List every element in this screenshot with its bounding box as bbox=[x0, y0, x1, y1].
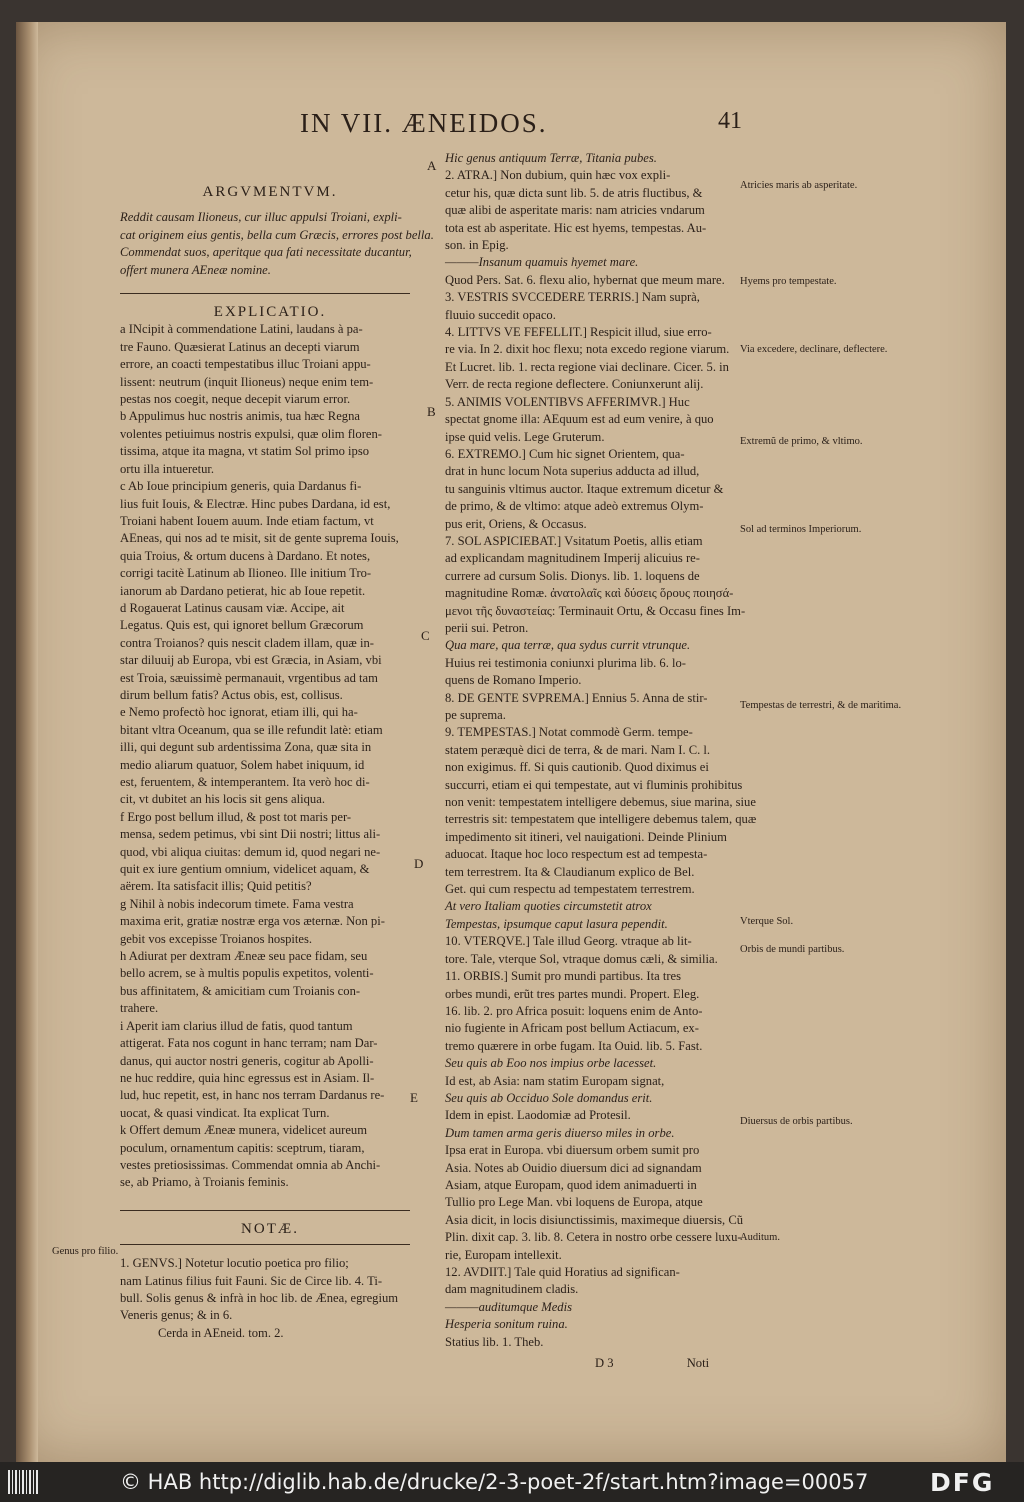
text-line: cat originem eius gentis, bella cum Græcis, errores post bella. bbox=[120, 227, 434, 242]
text-line: Quod Pers. Sat. 6. flexu alio, hybernat que meum mare. bbox=[445, 272, 725, 287]
section-letter: B bbox=[427, 404, 436, 419]
notae-text bbox=[120, 1255, 420, 1325]
text-line: Plin. dixit cap. 3. lib. 8. Cetera in nostro orbe cessere luxu- bbox=[445, 1230, 742, 1245]
text-line: gebit vos excepisse Troianos hospites. bbox=[120, 931, 313, 946]
text-line: ipse quid velis. Lege Gruterum. bbox=[445, 429, 605, 444]
text-line: son. in Epig. bbox=[445, 238, 509, 253]
text-line: 1. GENVS.] Notetur locutio poetica pro filio; bbox=[120, 1256, 349, 1271]
text-line: se, ab Priamo, à Troianis feminis. bbox=[120, 1175, 289, 1190]
text-line: tissima, atque ita magna, vt statim Sol primo ipso bbox=[120, 444, 370, 459]
text-line: illi, qui degunt sub ardentissima Zona, quæ sita in bbox=[120, 740, 372, 755]
text-line: succurri, etiam ei qui tempestate, aut vi fluminis prohibitus bbox=[445, 777, 743, 792]
text-line: 9. TEMPESTAS.] Notat commodè Germ. tempe- bbox=[445, 725, 693, 740]
text-line: non venit: tempestatem intelligere debemus, siue marina, siue bbox=[445, 795, 756, 810]
margin-note: Orbis de mundi partibus. bbox=[740, 944, 845, 955]
text-line: Et Lucret. lib. 1. recta regione viai declinare. Cicer. 5. in bbox=[445, 359, 729, 374]
text-line: At vero Italiam quoties circumstetit atrox bbox=[445, 899, 652, 914]
text-line: Huius rei testimonia coniunxi plurima lib. 6. lo- bbox=[445, 655, 686, 670]
margin-note: Extremũ de primo, & vltimo. bbox=[740, 436, 863, 447]
text-line: Tullio pro Lege Man. vbi loquens de Europa, atque bbox=[445, 1195, 703, 1210]
text-line: est, feruentem, & intemperantem. Ita verò hoc di- bbox=[120, 775, 370, 789]
text-line: fluuio succedit opaco. bbox=[445, 307, 556, 322]
text-line: rie, Europam intellexit. bbox=[445, 1247, 562, 1262]
text-line: 2. ATRA.] Non dubium, quin hæc vox expli- bbox=[445, 168, 671, 183]
section-letter: A bbox=[427, 158, 437, 173]
notae-title: NOTÆ. bbox=[241, 1220, 299, 1237]
text-line: uocat, & quasi vindicat. Ita explicat Turn. bbox=[120, 1105, 330, 1120]
argumentum-text bbox=[120, 209, 434, 279]
margin-note: Diuersus de orbis partibus. bbox=[740, 1116, 853, 1127]
text-line: c Ab Ioue principium generis, quia Dardanus fi- bbox=[120, 479, 362, 494]
text-line: drat in hunc locum Nota superius adducta ad illud, bbox=[445, 464, 700, 479]
argumentum-title: ARGVMENTVM. bbox=[202, 184, 338, 200]
text-line: 16. lib. 2. pro Africa posuit: loquens enim de Anto- bbox=[445, 1003, 703, 1018]
section-rule bbox=[120, 1244, 410, 1245]
text-line: Asia dicit, in locis disiunctissimis, maximeque diuersis, Cũ bbox=[445, 1212, 744, 1227]
signature-mark: D 3 bbox=[595, 1356, 614, 1371]
text-line: b Appulimus huc nostris animis, tua hæc Regna bbox=[120, 409, 360, 424]
margin-note: Vterque Sol. bbox=[740, 916, 794, 927]
section-rule bbox=[120, 1210, 410, 1211]
text-line: tremo quærere in orbe fugam. Ita Ouid. lib. 5. Fast. bbox=[445, 1038, 703, 1053]
text-line: quod, vbi aliqua ciuitas: demum id, quod negari ne- bbox=[120, 844, 381, 859]
margin-note: Via excedere, declinare, deflectere. bbox=[740, 344, 888, 355]
text-line: e Nemo profectò hoc ignorat, etiam illi, qui ha- bbox=[120, 705, 358, 720]
text-line: terrestris sit: tempestatem que intelligere debemus talem, quæ bbox=[445, 812, 757, 827]
text-line: tu sanguinis vltimus auctor. Itaque extremum dicetur & bbox=[445, 481, 724, 496]
text-line: AEneas, qui nos ad te misit, sit de gente suprema Iouis, bbox=[120, 531, 399, 546]
margin-note: Auditum. bbox=[740, 1232, 780, 1243]
text-line: 5. ANIMIS VOLENTIBVS AFFERIMVR.] Huc bbox=[445, 394, 690, 409]
text-line: Qua mare, qua terræ, qua sydus currit vtrunque. bbox=[445, 638, 691, 653]
text-line: aduocat. Itaque hoc loco respectum est ad tempesta- bbox=[445, 847, 708, 862]
text-line: nam Latinus filius fuit Fauni. Sic de Circe lib. 4. Ti- bbox=[120, 1273, 383, 1288]
text-line: star diluuij ab Europa, vbi est Græcia, in Asiam, vbi bbox=[120, 653, 382, 668]
text-line: Ipsa erat in Europa. vbi diuersum orbem sumit pro bbox=[445, 1143, 700, 1158]
text-line: Statius lib. 1. Theb. bbox=[445, 1334, 544, 1349]
text-line: quæ alibi de asperitate maris: nam atricies vndarum bbox=[445, 203, 705, 218]
text-line: bitant vltra Oceanum, qua se ille refundit latè: etiam bbox=[120, 722, 383, 737]
text-line: pus erit, Oriens, & Occasus. bbox=[445, 516, 587, 531]
text-line: 10. VTERQVE.] Tale illud Georg. vtraque ab lit- bbox=[445, 934, 692, 949]
text-line: Hic genus antiquum Terræ, Titania pubes. bbox=[445, 151, 657, 165]
text-line: maxima erit, gratiæ nostræ erga vos æternæ. Non pi- bbox=[120, 914, 385, 929]
commentary-text bbox=[445, 150, 757, 1351]
text-line: Asiam, atque Europam, quod idem animaduerti in bbox=[445, 1177, 697, 1192]
text-line: quit ex iure gentium omnium, videlicet aquam, & bbox=[120, 862, 370, 877]
text-line: Seu quis ab Occiduo Sole domandus erit. bbox=[445, 1090, 653, 1105]
section-rule bbox=[120, 293, 410, 294]
text-line: quia Troius, & ortum ducens à Dardano. Et notes, bbox=[120, 548, 371, 563]
text-line: d Rogauerat Latinus causam viæ. Accipe, ait bbox=[120, 600, 345, 615]
dfg-logo: DFG bbox=[930, 1468, 995, 1497]
text-line: Legatus. Quis est, qui ignoret bellum Græcorum bbox=[120, 618, 364, 633]
text-line: ortu illa intueretur. bbox=[120, 461, 215, 476]
text-line: Hesperia sonitum ruina. bbox=[445, 1317, 568, 1332]
text-line: dirum bellum fatis? Actus obis, est, collisus. bbox=[120, 687, 343, 702]
margin-note: Tempestas de terrestri, & de maritima. bbox=[740, 700, 902, 711]
text-line: aërem. Ita satisfacit illis; Quid petitis? bbox=[120, 879, 312, 894]
text-line: est Troia, sæuissimè permanauit, vrgentibus ad tam bbox=[120, 670, 378, 685]
text-line: trahere. bbox=[120, 1001, 159, 1016]
text-line: perii sui. Petron. bbox=[445, 620, 529, 635]
text-line: tem terrestrem. Ita & Claudianum explico de Bel. bbox=[445, 864, 695, 879]
text-line: ———auditumque Medis bbox=[445, 1299, 572, 1314]
margin-note: Sol ad terminos Imperiorum. bbox=[740, 524, 862, 535]
text-line: 7. SOL ASPICIEBAT.] Vsitatum Poetis, allis etiam bbox=[445, 533, 703, 548]
text-line: 12. AVDIIT.] Tale quid Horatius ad significan- bbox=[445, 1265, 680, 1279]
text-line: medio aliarum quatuor, Solem habet iniquum, id bbox=[120, 757, 365, 772]
text-line: vestes pretiosissimas. Commendat omnia ab Anchi- bbox=[120, 1157, 381, 1172]
text-line: pe suprema. bbox=[445, 708, 506, 722]
margin-note: Hyems pro tempestate. bbox=[740, 276, 837, 287]
text-line: μενοι τῆς δυναστείας: Terminauit Ortu, & Occasu fines Im- bbox=[445, 603, 746, 618]
catchword: Noti bbox=[686, 1356, 710, 1371]
viewer-footer bbox=[0, 1462, 1024, 1502]
text-line: Reddit causam Ilioneus, cur illuc appulsi Troiani, expli- bbox=[120, 210, 402, 225]
text-line: Id est, ab Asia: nam statim Europam signat, bbox=[445, 1073, 665, 1088]
explicatio-text bbox=[120, 321, 420, 1191]
text-line: k Offert demum Æneæ munera, videlicet aureum bbox=[120, 1123, 368, 1138]
text-line: cit, vt dubitet an his locis sit gens aliqua. bbox=[120, 792, 325, 807]
text-line: bus affinitatem, & amicitiam cum Troianis con- bbox=[120, 983, 361, 998]
text-line: danus, qui auctor nostri generis, cogitur ab Apolli- bbox=[120, 1053, 374, 1068]
text-line: bull. Solis genus & infrà in hoc lib. de Ænea, egregium bbox=[120, 1290, 399, 1305]
copyright-link[interactable]: © HAB http://diglib.hab.de/drucke/2-3-poet-2f/start.htm?image=00057 bbox=[120, 1470, 869, 1494]
text-line: orbes mundi, erũt tres partes mundi. Propert. Eleg. bbox=[445, 986, 700, 1001]
section-letter: D bbox=[414, 856, 424, 871]
text-line: h Adiurat per dextram Æneæ seu pace fidam, seu bbox=[120, 949, 368, 964]
text-line: mensa, sedem petimus, vbi sint Dii nostri; littus ali- bbox=[120, 827, 381, 842]
section-letter: E bbox=[410, 1090, 418, 1105]
text-line: Tempestas, ipsumque caput lasura pependit. bbox=[445, 916, 668, 931]
text-line: ne huc reddire, quia hinc egressus est in Asiam. Il- bbox=[120, 1070, 375, 1085]
explicatio-title: EXPLICATIO. bbox=[213, 304, 327, 321]
text-line: lud, huc repetit, est, in hanc nos terram Dardanus re- bbox=[120, 1088, 385, 1103]
text-line: contra Troianos? quis nescit cladem illam, quæ in- bbox=[120, 635, 374, 650]
text-line: 6. EXTREMO.] Cum hic signet Orientem, qua- bbox=[445, 446, 685, 461]
text-line: 4. LITTVS VE FEFELLIT.] Respicit illud, siue erro- bbox=[445, 325, 712, 340]
text-line: ianorum ab Dardano petierat, hic ab Ioue repetit. bbox=[120, 583, 366, 598]
text-line: spectat gnome illa: AEquum est ad eum venire, à quo bbox=[445, 412, 714, 427]
margin-note: Atricies maris ab asperitate. bbox=[740, 180, 858, 191]
text-line: impedimento sit itineri, vel nauigationi. Deinde Plinium bbox=[445, 829, 727, 844]
text-line: currere ad cursum Solis. Dionys. lib. 1. loquens de bbox=[445, 568, 700, 583]
text-line: pestas nos coegit, neque decepit viarum error. bbox=[120, 392, 351, 407]
text-line: i Aperit iam clarius illud de fatis, quod tantum bbox=[120, 1018, 353, 1033]
text-line: poculum, ornamentum capitis: sceptrum, tiaram, bbox=[120, 1140, 365, 1155]
text-line: Dum tamen arma geris diuerso miles in orbe. bbox=[445, 1125, 675, 1140]
text-line: quens de Romano Imperio. bbox=[445, 673, 582, 688]
text-line: a INcipit à commendatione Latini, laudans à pa- bbox=[120, 322, 363, 337]
text-line: Veneris genus; & in 6. bbox=[120, 1308, 233, 1323]
text-line: cetur his, quæ dicta sunt lib. 5. de atris fluctibus, & bbox=[445, 185, 703, 200]
text-line: Verr. de recta regione deflectere. Coniunxerunt alij. bbox=[445, 377, 704, 392]
text-line: f Ergo post bellum illud, & post tot maris per- bbox=[120, 809, 352, 824]
page-gutter bbox=[16, 22, 38, 1462]
text-line: ad explicandam magnitudinem Imperij alicuius re- bbox=[445, 551, 700, 566]
text-line: Asia. Notes ab Ouidio diuersum dici ad signandam bbox=[445, 1160, 702, 1175]
barcode-icon bbox=[8, 1470, 40, 1494]
text-line: non exigimus. ff. Si quis cautionib. Quod diximus ei bbox=[445, 760, 709, 775]
text-line: tre Fauno. Quæsierat Latinus an decepti viarum bbox=[120, 339, 360, 354]
text-line: Idem in epist. Laodomiæ ad Protesil. bbox=[445, 1108, 631, 1123]
text-line: corrigi tacitè Latinum ab Ilioneo. Ille initium Tro- bbox=[120, 566, 372, 581]
left-column bbox=[120, 170, 434, 1342]
text-line: re via. In 2. dixit hoc flexu; nota excedo regione viarum. bbox=[445, 342, 730, 357]
text-line: dam magnitudinem cladis. bbox=[445, 1282, 579, 1297]
text-line: g Nihil à nobis indecorum timete. Fama vestra bbox=[120, 896, 354, 911]
text-line: Seu quis ab Eoo nos impius orbe lacesset. bbox=[445, 1056, 657, 1071]
running-header: IN VII. ÆNEIDOS. bbox=[300, 108, 548, 138]
text-line: lissent: neutrum (inquit Ilioneus) neque enim tem- bbox=[120, 374, 374, 389]
text-line: ———Insanum quamuis hyemet mare. bbox=[445, 255, 639, 270]
text-line: 11. ORBIS.] Sumit pro mundi partibus. Ita tres bbox=[445, 969, 682, 984]
text-line: errore, an coacti tempestatibus illuc Troiani appu- bbox=[120, 357, 371, 372]
text-line: lius fuit Iouis, & Electræ. Hinc pubes Dardana, id est, bbox=[120, 496, 391, 511]
text-line: bello acrem, se à multis populis expetitos, volenti- bbox=[120, 966, 374, 981]
text-line: de primo, & de vltimo: atque adeò extremus Olym- bbox=[445, 499, 704, 514]
signature-line: Cerda in AEneid. tom. 2. bbox=[158, 1325, 284, 1340]
text-line: Troiani habent Iouem auum. Inde etiam factum, vt bbox=[120, 513, 374, 528]
right-column bbox=[445, 150, 757, 1372]
section-letter: C bbox=[421, 628, 430, 643]
text-line: volentes petiuimus nostris expulsi, quæ olim floren- bbox=[120, 426, 382, 441]
text-line: tota est ab asperitate. Hic est hyems, tempestas. Au- bbox=[445, 220, 707, 235]
text-line: Get. qui cum respectu ad tempestatem terrestrem. bbox=[445, 882, 695, 897]
text-line: statem peræquè dici de terra, & de mari. Nam I. C. l. bbox=[445, 742, 711, 757]
text-line: Commendat suos, aperitque qua fati necessitate ducantur, bbox=[120, 245, 412, 260]
text-line: tore. Tale, vterque Sol, vtraque domus cæli, & similia. bbox=[445, 951, 718, 966]
text-line: 3. VESTRIS SVCCEDERE TERRIS.] Nam suprà, bbox=[445, 290, 700, 305]
text-line: attigerat. Fata nos cogunt in hanc terram; nam Dar- bbox=[120, 1036, 378, 1051]
text-line: offert munera AEneæ nomine. bbox=[120, 262, 271, 277]
text-line: nio fugiente in Africam post bellum Actiacum, ex- bbox=[445, 1021, 699, 1036]
margin-note: Genus pro filio. bbox=[52, 1246, 119, 1257]
text-line: 8. DE GENTE SVPREMA.] Ennius 5. Anna de stir- bbox=[445, 690, 708, 705]
page-number: 41 bbox=[718, 108, 742, 134]
text-line: magnitudine Romæ. ἀνατολαῖς καὶ δύσεις ὅρους ποιησά- bbox=[445, 586, 734, 601]
